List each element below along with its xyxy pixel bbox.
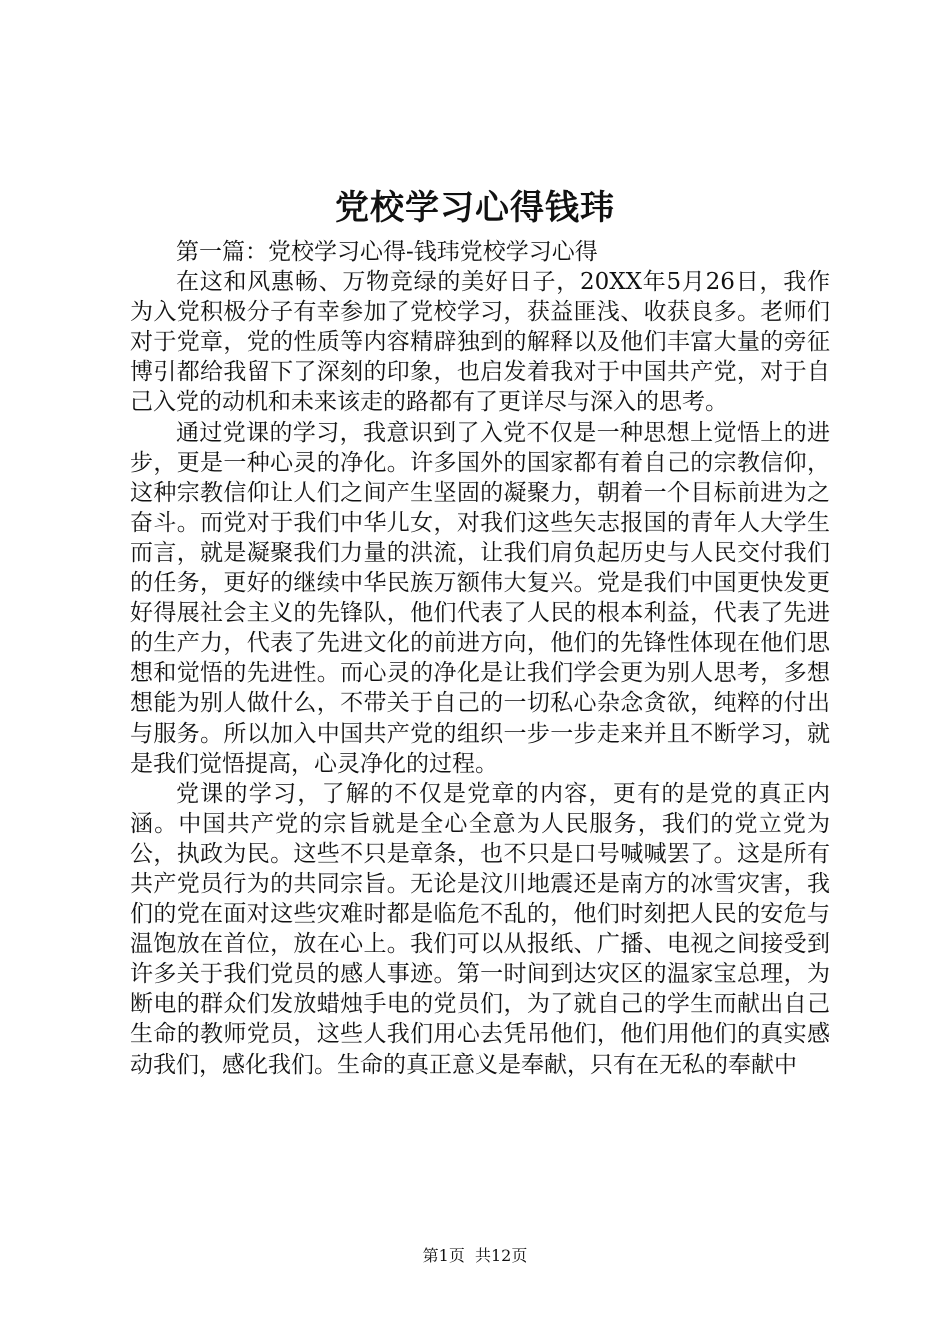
document-title: 党校学习心得钱玮 [335, 188, 615, 228]
paragraph-intro: 在这和风惠畅、万物竞绿的美好日子，20XX年5月26日，我作为入党积极分子有幸参加了党校学习，获益匪浅、收获良多。老师们对于党章，党的性质等内容精辟独到的解释以及他们丰富大量的旁征博引都给我留下了深刻的印象，也启发着我对于中国共产党，对于自己入党的动机和未来该走的路都有了更详尽与深入的思考。 [130, 269, 830, 416]
document-body [130, 237, 830, 1080]
page-number: 第1页 共12页 [422, 1246, 528, 1265]
paragraph-subheading: 第一篇：党校学习心得-钱玮党校学习心得 [176, 239, 598, 265]
paragraph-party-essence: 党课的学习，了解的不仅是党章的内容，更有的是党的真正内涵。中国共产党的宗旨就是全心全意为人民服务，我们的党立党为公，执政为民。这些不只是章条，也不只是口号喊喊罢了。这是所有共产党员行为的共同宗旨。无论是汶川地震还是南方的冰雪灾害，我们的党在面对这些灾难时都是临危不乱的，他们时刻把人民的安危与温饱放在首位，放在心上。我们可以从报纸、广播、电视之间接受到许多关于我们党员的感人事迹。第一时间到达灾区的温家宝总理，为断电的群众们发放蜡烛手电的党员们，为了就自己的学生而献出自己生命的教师党员，这些人我们用心去凭吊他们，他们用他们的真实感动我们，感化我们。生命的真正意义是奉献，只有在无私的奉献中 [130, 780, 830, 1078]
page-footer [0, 1244, 950, 1268]
paragraph-party-course: 通过党课的学习，我意识到了入党不仅是一种思想上觉悟上的进步，更是一种心灵的净化。许多国外的国家都有着自己的宗教信仰，这种宗教信仰让人们之间产生坚固的凝聚力，朝着一个目标前进为之奋斗。而党对于我们中华儿女，对我们这些矢志报国的青年人大学生而言，就是凝聚我们力量的洪流，让我们肩负起历史与人民交付我们的任务，更好的继续中华民族万额伟大复兴。党是我们中国更快发更好得展社会主义的先锋队，他们代表了人民的根本利益，代表了先进的生产力，代表了先进文化的前进方向，他们的先锋性体现在他们思想和觉悟的先进性。而心灵的净化是让我们学会更为别人思考，多想想能为别人做什么，不带关于自己的一切私心杂念贪欲，纯粹的付出与服务。所以加入中国共产党的组织一步一步走来并且不断学习，就是我们觉悟提高，心灵净化的过程。 [130, 419, 830, 777]
